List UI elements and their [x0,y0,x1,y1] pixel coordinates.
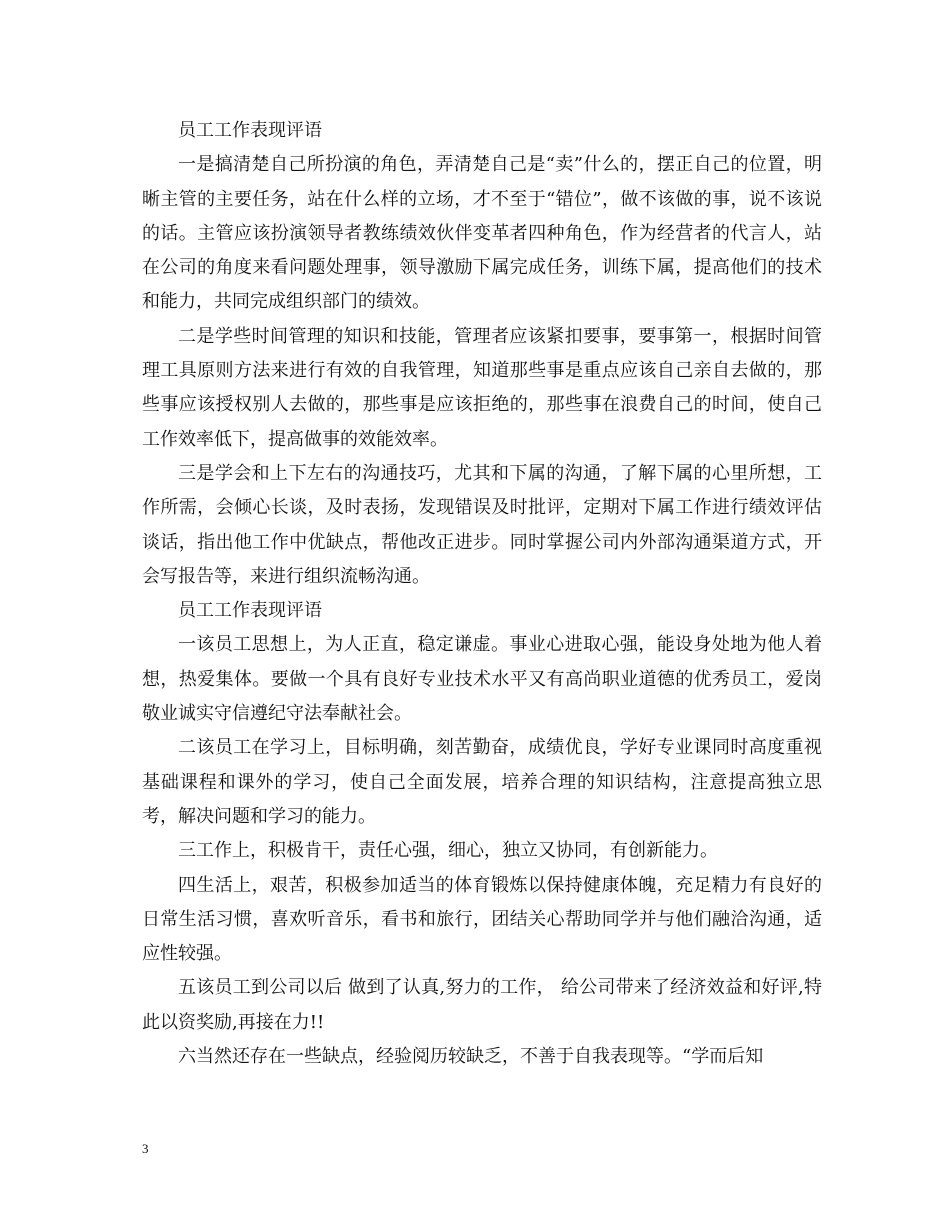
body-paragraph: 五该员工到公司以后 做到了认真,努力的工作， 给公司带来了经济效益和好评,特此以资奖励,再接在力!! [142,977,822,1033]
body-paragraph: 二该员工在学习上，目标明确，刻苦勤奋，成绩优良，学好专业课同时高度重视基础课程和课外的学习，使自己全面发展，培养合理的知识结构，注意提高独立思考，解决问题和学习的能力。 [142,737,822,827]
document-body [142,114,822,1074]
body-paragraph: 二是学些时间管理的知识和技能，管理者应该紧扣要事，要事第一，根据时间管理工具原则方法来进行有效的自我管理，知道那些事是重点应该自己亲自去做的，那些事应该授权别人去做的，那些事是应该拒绝的，那些事在浪费自己的时间，使自己工作效率低下，提高做事的效能效率。 [142,325,822,450]
body-paragraph: 三工作上，积极肯干，责任心强，细心，独立又协同，有创新能力。 [178,840,718,862]
body-paragraph: 一是搞清楚自己所扮演的角色，弄清楚自己是“卖”什么的，摆正自己的位置，明晰主管的主要任务，站在什么样的立场，才不至于“错位”，做不该做的事，说不该说的话。主管应该扮演领导者教练绩效伙伴变革者四种角色，作为经营者的代言人，站在公司的角度来看问题处理事，领导激励下属完成任务，训练下属，提高他们的技术和能力，共同完成组织部门的绩效。 [142,154,822,313]
body-paragraph: 一该员工思想上，为人正直，稳定谦虚。事业心进取心强，能设身处地为他人着想，热爱集体。要做一个具有良好专业技术水平又有高尚职业道德的优秀员工，爱岗敬业诚实守信遵纪守法奉献社会。 [142,634,822,725]
body-paragraph: 四生活上，艰苦，积极参加适当的体育锻炼以保持健康体魄，充足精力有良好的日常生活习惯，喜欢听音乐，看书和旅行，团结关心帮助同学并与他们融洽沟通，适应性较强。 [142,874,822,965]
section-heading: 员工工作表现评语 [178,120,322,141]
section-heading: 员工工作表现评语 [178,600,322,622]
page-number: 3 [142,1141,149,1156]
body-paragraph: 六当然还存在一些缺点，经验阅历较缺乏，不善于自我表现等。“学而后知 [178,1046,764,1068]
body-paragraph: 三是学会和上下左右的沟通技巧，尤其和下属的沟通，了解下属的心里所想，工作所需，会倾心长谈，及时表扬，发现错误及时批评，定期对下属工作进行绩效评估谈话，指出他工作中优缺点，帮他改正进步。同时掌握公司内外部沟通渠道方式，开会写报告等，来进行组织流畅沟通。 [142,462,822,587]
